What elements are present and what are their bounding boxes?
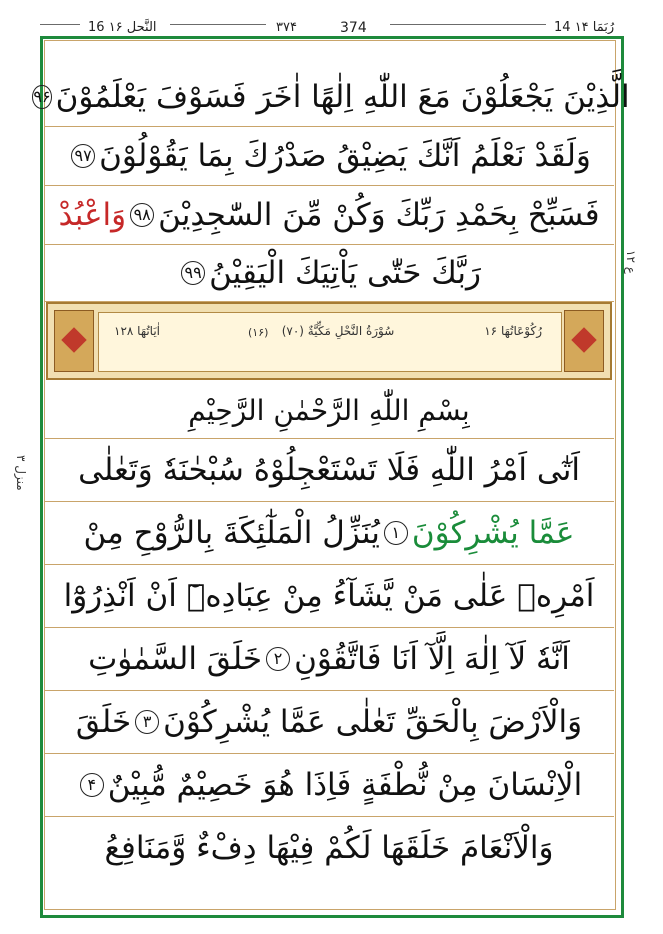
verse-line [44, 628, 614, 691]
verse-text: اَتٰٓى اَمْرُ اللّٰهِ فَلَا تَسْتَعْجِلُوْهُ سُبْحٰنَهٗ وَتَعٰلٰى [78, 452, 580, 488]
verse-line [44, 127, 614, 186]
rukus-count-label: رُكُوْعَاتُهَا ۱۶ [484, 324, 542, 338]
header-rule [40, 24, 80, 25]
verse-text: الَّذِيْنَ يَجْعَلُوْنَ مَعَ اللّٰهِ اِلٰهًا اٰخَرَ فَسَوْفَ يَعْلَمُوْنَ [55, 79, 630, 115]
verse-number-marker: ۹۹ [181, 261, 205, 285]
verse-continuation: خَلَقَ السَّمٰوٰتِ [88, 641, 263, 677]
verse-line [44, 817, 614, 879]
surah-number: (۱۶) [248, 326, 269, 339]
verse-line [44, 245, 614, 302]
verse-text: الْاِنْسَانَ مِنْ نُّطْفَةٍ فَاِذَا هُوَ خَصِيْمٌ مُّبِيْنٌ [107, 767, 583, 803]
verse-number-marker: ۴ [80, 773, 104, 797]
verse-continuation: خَلَقَ [75, 704, 132, 740]
verse-text: وَالْاَرْضَ بِالْحَقِّ تَعٰلٰى عَمَّا يُشْرِكُوْنَ [163, 704, 583, 740]
verse-continuation: يُنَزِّلُ الْمَلٰٓئِكَةَ بِالرُّوْحِ مِنْ [83, 515, 380, 551]
verse-number-marker: ۹۸ [130, 203, 154, 227]
verse-number-marker: ۲ [266, 647, 290, 671]
header-rule [390, 24, 546, 25]
banner-panel [98, 312, 562, 372]
verse-text: عَمَّا يُشْرِكُوْنَ [411, 515, 575, 551]
verse-number-marker: ۳ [135, 710, 159, 734]
header-surah: 16 النَّحل ۱۶ [88, 20, 157, 35]
verse-line [33, 68, 630, 127]
verse-line [44, 186, 614, 245]
header-page-number: 374 [340, 20, 367, 36]
surah-title: سُوْرَةُ النَّحْلِ مَكِّيَّةٌ (۷۰) [281, 324, 395, 338]
header-rule [170, 24, 266, 25]
bismillah-text: بِسْمِ اللّٰهِ الرَّحْمٰنِ الرَّحِيْمِ [188, 393, 470, 427]
verse-line [44, 565, 614, 628]
ornament-left-icon [54, 310, 94, 372]
verse-continuation: وَاعْبُدْ [58, 197, 127, 233]
verse-text: وَلَقَدْ نَعْلَمُ اَنَّكَ يَضِيْقُ صَدْرُكَ بِمَا يَقُوْلُوْنَ [99, 138, 591, 174]
ornament-right-icon [564, 310, 604, 372]
verse-text: وَالْاَنْعَامَ خَلَقَهَا لَكُمْ فِيْهَا دِفْءٌ وَّمَنَافِعُ [104, 830, 554, 866]
bismillah [44, 382, 614, 439]
verse-line [44, 754, 614, 817]
verse-text: رَبَّكَ حَتّٰى يَاْتِيَكَ الْيَقِيْنُ [209, 255, 481, 291]
ruku-marker: ع ۱۲ [624, 250, 638, 274]
verse-line [44, 502, 614, 565]
verse-number-marker: ۹۶ [32, 85, 51, 109]
header-juz: 14 رُبَمَا ۱۴ [554, 20, 615, 35]
verses-count-label: اٰيَاتُهَا ۱۲۸ [114, 324, 161, 338]
verse-line [44, 439, 614, 502]
surah-header-banner [46, 302, 612, 380]
verse-number-marker: ۱ [384, 521, 408, 545]
header-page-arabic: ۳۷۴ [276, 20, 297, 35]
verse-text: اَمْرِهٖ عَلٰى مَنْ يَّشَآءُ مِنْ عِبَادِهٖٓ اَنْ اَنْذِرُوْٓا [63, 578, 595, 614]
verse-text: فَسَبِّحْ بِحَمْدِ رَبِّكَ وَكُنْ مِّنَ السّٰجِدِيْنَ [158, 197, 600, 233]
verse-text: اَنَّهٗ لَآ اِلٰهَ اِلَّآ اَنَا فَاتَّقُوْنِ [294, 641, 570, 677]
manzil-marker: منزل ۳ [14, 455, 28, 491]
verse-number-marker: ۹۷ [71, 144, 95, 168]
verse-line [44, 691, 614, 754]
